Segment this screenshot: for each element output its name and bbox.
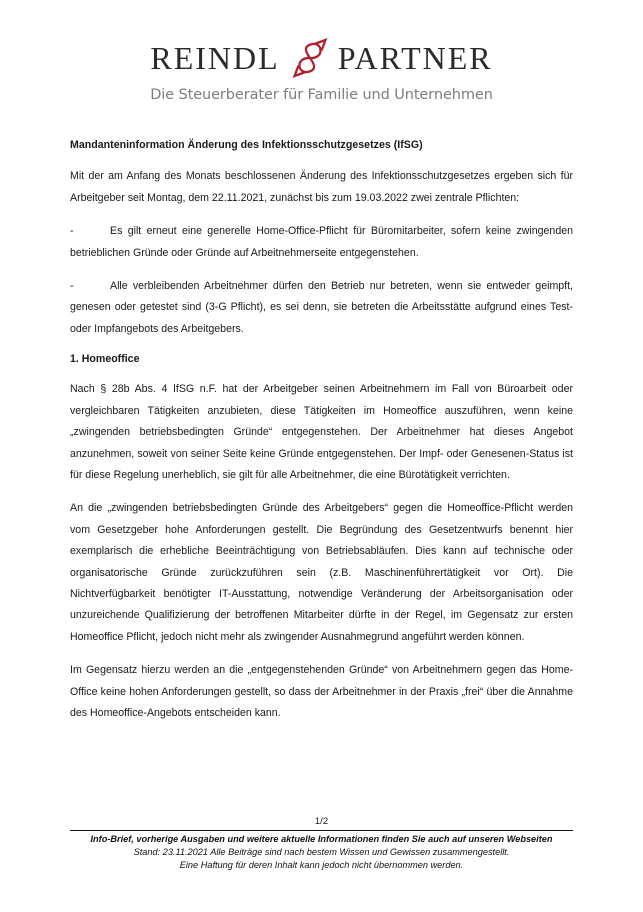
- bullet-item: [70, 276, 573, 340]
- bullet-text: Alle verbleibenden Arbeitnehmer dürfen den Betrieb nur betreten, wenn sie entweder geimpft, genesen oder getestet sind (3-G Pflicht), es sei denn, sie betreten die Arbeitsstätte aufgrund eines Test- oder Impfangebots des Arbeitgebers.: [70, 279, 573, 335]
- footer-line-haftung: Eine Haftung für deren Inhalt kann jedoch nicht übernommen werden.: [179, 859, 464, 870]
- bullet-marker: -: [70, 279, 74, 292]
- bullet-text: Es gilt erneut eine generelle Home-Office-Pflicht für Büromitarbeiter, sofern keine zwingenden betrieblichen Gründe oder Gründe auf Arbeitnehmerseite entgegenstehen.: [70, 225, 573, 259]
- bullet-marker: -: [70, 225, 74, 238]
- ribbon-arrows-icon: [286, 36, 334, 80]
- letterhead: [0, 0, 643, 103]
- intro-paragraph: Mit der am Anfang des Monats beschlossenen Änderung des Infektionsschutzgesetzes ergeben sich für Arbeitgeber seit Montag, dem 22.11.2021, zunächst bis zum 19.03.2022 zwei zentrale Pflichten:: [70, 170, 573, 204]
- footer-line-stand: Stand: 23.11.2021 Alle Beiträge sind nach bestem Wissen und Gewissen zusammengestellt.: [133, 846, 510, 857]
- section-paragraph: Im Gegensatz hierzu werden an die „entgegenstehenden Gründe“ von Arbeitnehmern gegen das Home-Office keine hohen Anforderungen gestellt, so dass der Arbeitnehmer in der Praxis „frei“ über die Annahme des Homeoffice-Angebots entscheiden kann.: [70, 664, 573, 719]
- logo-word-partner: PARTNER: [337, 40, 493, 76]
- page-footer: [70, 816, 573, 872]
- bullet-item: [70, 221, 573, 264]
- company-logo: [0, 36, 643, 80]
- footer-divider: [70, 830, 573, 831]
- section-heading-homeoffice: 1. Homeoffice: [70, 353, 140, 366]
- section-paragraph: An die „zwingenden betriebsbedingten Gründe des Arbeitgebers“ gegen die Homeoffice-Pflicht werden vom Gesetzgeber hohe Anforderungen gestellt. Die Begründung des Gesetzentwurfs benennt hier exemplarisch die erhebliche Beeinträchtigung von Betriebsabläufen. Dies kann auf technische oder organisatorische Gründe zurückzuführen sein (z.B. Maschinenführertätigkeit vor Ort). Die Nichtverfügbarkeit benötigter IT-Ausstattung, notwendige Veränderung der Arbeitsorganisation oder unzureichende Qualifizierung der betroffenen Mitarbeiter dürfte in der Regel, im Gegensatz zur ersten Homeoffice Pflicht, jedoch nicht mehr als zwingender Ausnahmegrund angeführt werden können.: [70, 502, 573, 643]
- page-number: 1/2: [314, 816, 329, 828]
- document-title: Mandanteninformation Änderung des Infektionsschutzgesetzes (IfSG): [70, 139, 423, 151]
- footer-line-webseiten: Info-Brief, vorherige Ausgaben und weitere aktuelle Informationen finden Sie auch auf unseren Webseiten: [90, 833, 553, 844]
- company-tagline: Die Steuerberater für Familie und Unternehmen: [150, 87, 493, 103]
- section-paragraph: Nach § 28b Abs. 4 IfSG n.F. hat der Arbeitgeber seinen Arbeitnehmern im Fall von Büroarbeit oder vergleichbaren Tätigkeiten anzubieten, diese Tätigkeiten im Homeoffice auszuführen, wenn keine „zwingenden betriebsbedingten Gründe“ entgegenstehen. Der Arbeitnehmer hat dieses Angebot anzunehmen, soweit von seiner Seite keine Gründe entgegenstehen. Der Impf- oder Genesenen-Status ist für diese Regelung unerheblich, sie gilt für alle Arbeitnehmer, die eine Bürotätigkeit verrichten.: [70, 383, 573, 482]
- logo-word-reindl: REINDL: [150, 40, 280, 76]
- document-body: [70, 138, 573, 724]
